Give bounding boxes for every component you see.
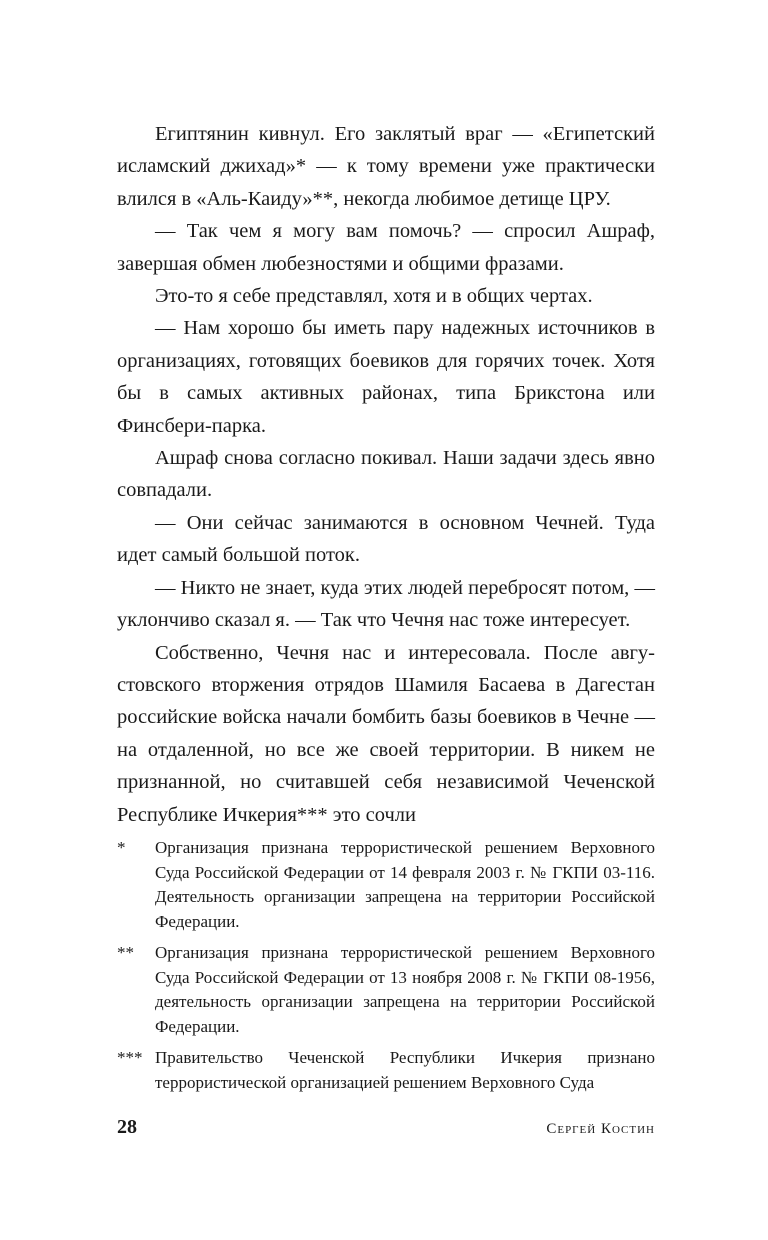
running-head-author: Сергей Костин	[546, 1121, 655, 1137]
footnote-text: Организация признана террористической решением Верховного Суда Российской Федерации от 13 ноября 2008 г. № ГКПИ 08-1956, деятельность организации запрещена на территории Российской Федерации.	[155, 943, 655, 1036]
paragraph: — Никто не знает, куда этих людей перебросят потом, — уклончиво сказал я. — Так что Чечня нас тоже интересует.	[117, 576, 655, 632]
footnote-text: Организация признана террористической решением Верховного Суда Российской Федерации от 14 февраля 2003 г. № ГКПИ 03-116. Деятельность организации запрещена на территории Российской Федерации.	[155, 838, 655, 931]
paragraph: Египтянин кивнул. Его заклятый враг — «Египетский исламский джихад»* — к тому времени уже практически влился в «Аль-Каиду»**, некогда любимое детище ЦРУ.	[117, 123, 655, 210]
paragraph: — Они сейчас занимаются в основном Чечней. Туда идет самый большой поток.	[117, 511, 655, 567]
footnote-text: Правительство Чеченской Республики Ичкерия признано террористической организацией решением Верховного Суда	[155, 1048, 655, 1092]
page-number: 28	[117, 1116, 137, 1138]
paragraph: Собственно, Чечня нас и интересовала. После августовского вторжения отрядов Шамиля Басаева в Дагестан российские войска начали бомбить базы боевиков в Чечне — на отдаленной, но все же своей территории. В никем не признанной, но считавшей себя независимой Чеченской Республике Ичкерия*** это сочли	[117, 641, 655, 826]
paragraph: — Нам хорошо бы иметь пару надежных источников в организациях, готовящих боевиков для горячих точек. Хотя бы в самых активных районах, типа Брикстона или Финсбери-парка.	[117, 317, 655, 437]
footnotes	[117, 836, 655, 1102]
main-text-block	[117, 118, 655, 831]
footnote-mark: ***	[117, 1048, 143, 1067]
paragraph: — Так чем я могу вам помочь? — спросил Ашраф, завершая обмен любезностями и общими фразами.	[117, 220, 655, 275]
footnote	[117, 941, 655, 1039]
paragraph: Это-то я себе представлял, хотя и в общих чертах.	[155, 285, 593, 308]
footnote-mark: *	[117, 838, 126, 857]
paragraph: Ашраф снова согласно покивал. Наши задачи здесь явно совпадали.	[117, 447, 655, 502]
footnote-mark: **	[117, 943, 134, 962]
footnote	[117, 1046, 655, 1095]
main-text	[117, 118, 655, 831]
page-footer	[117, 1116, 655, 1139]
footnote	[117, 836, 655, 934]
